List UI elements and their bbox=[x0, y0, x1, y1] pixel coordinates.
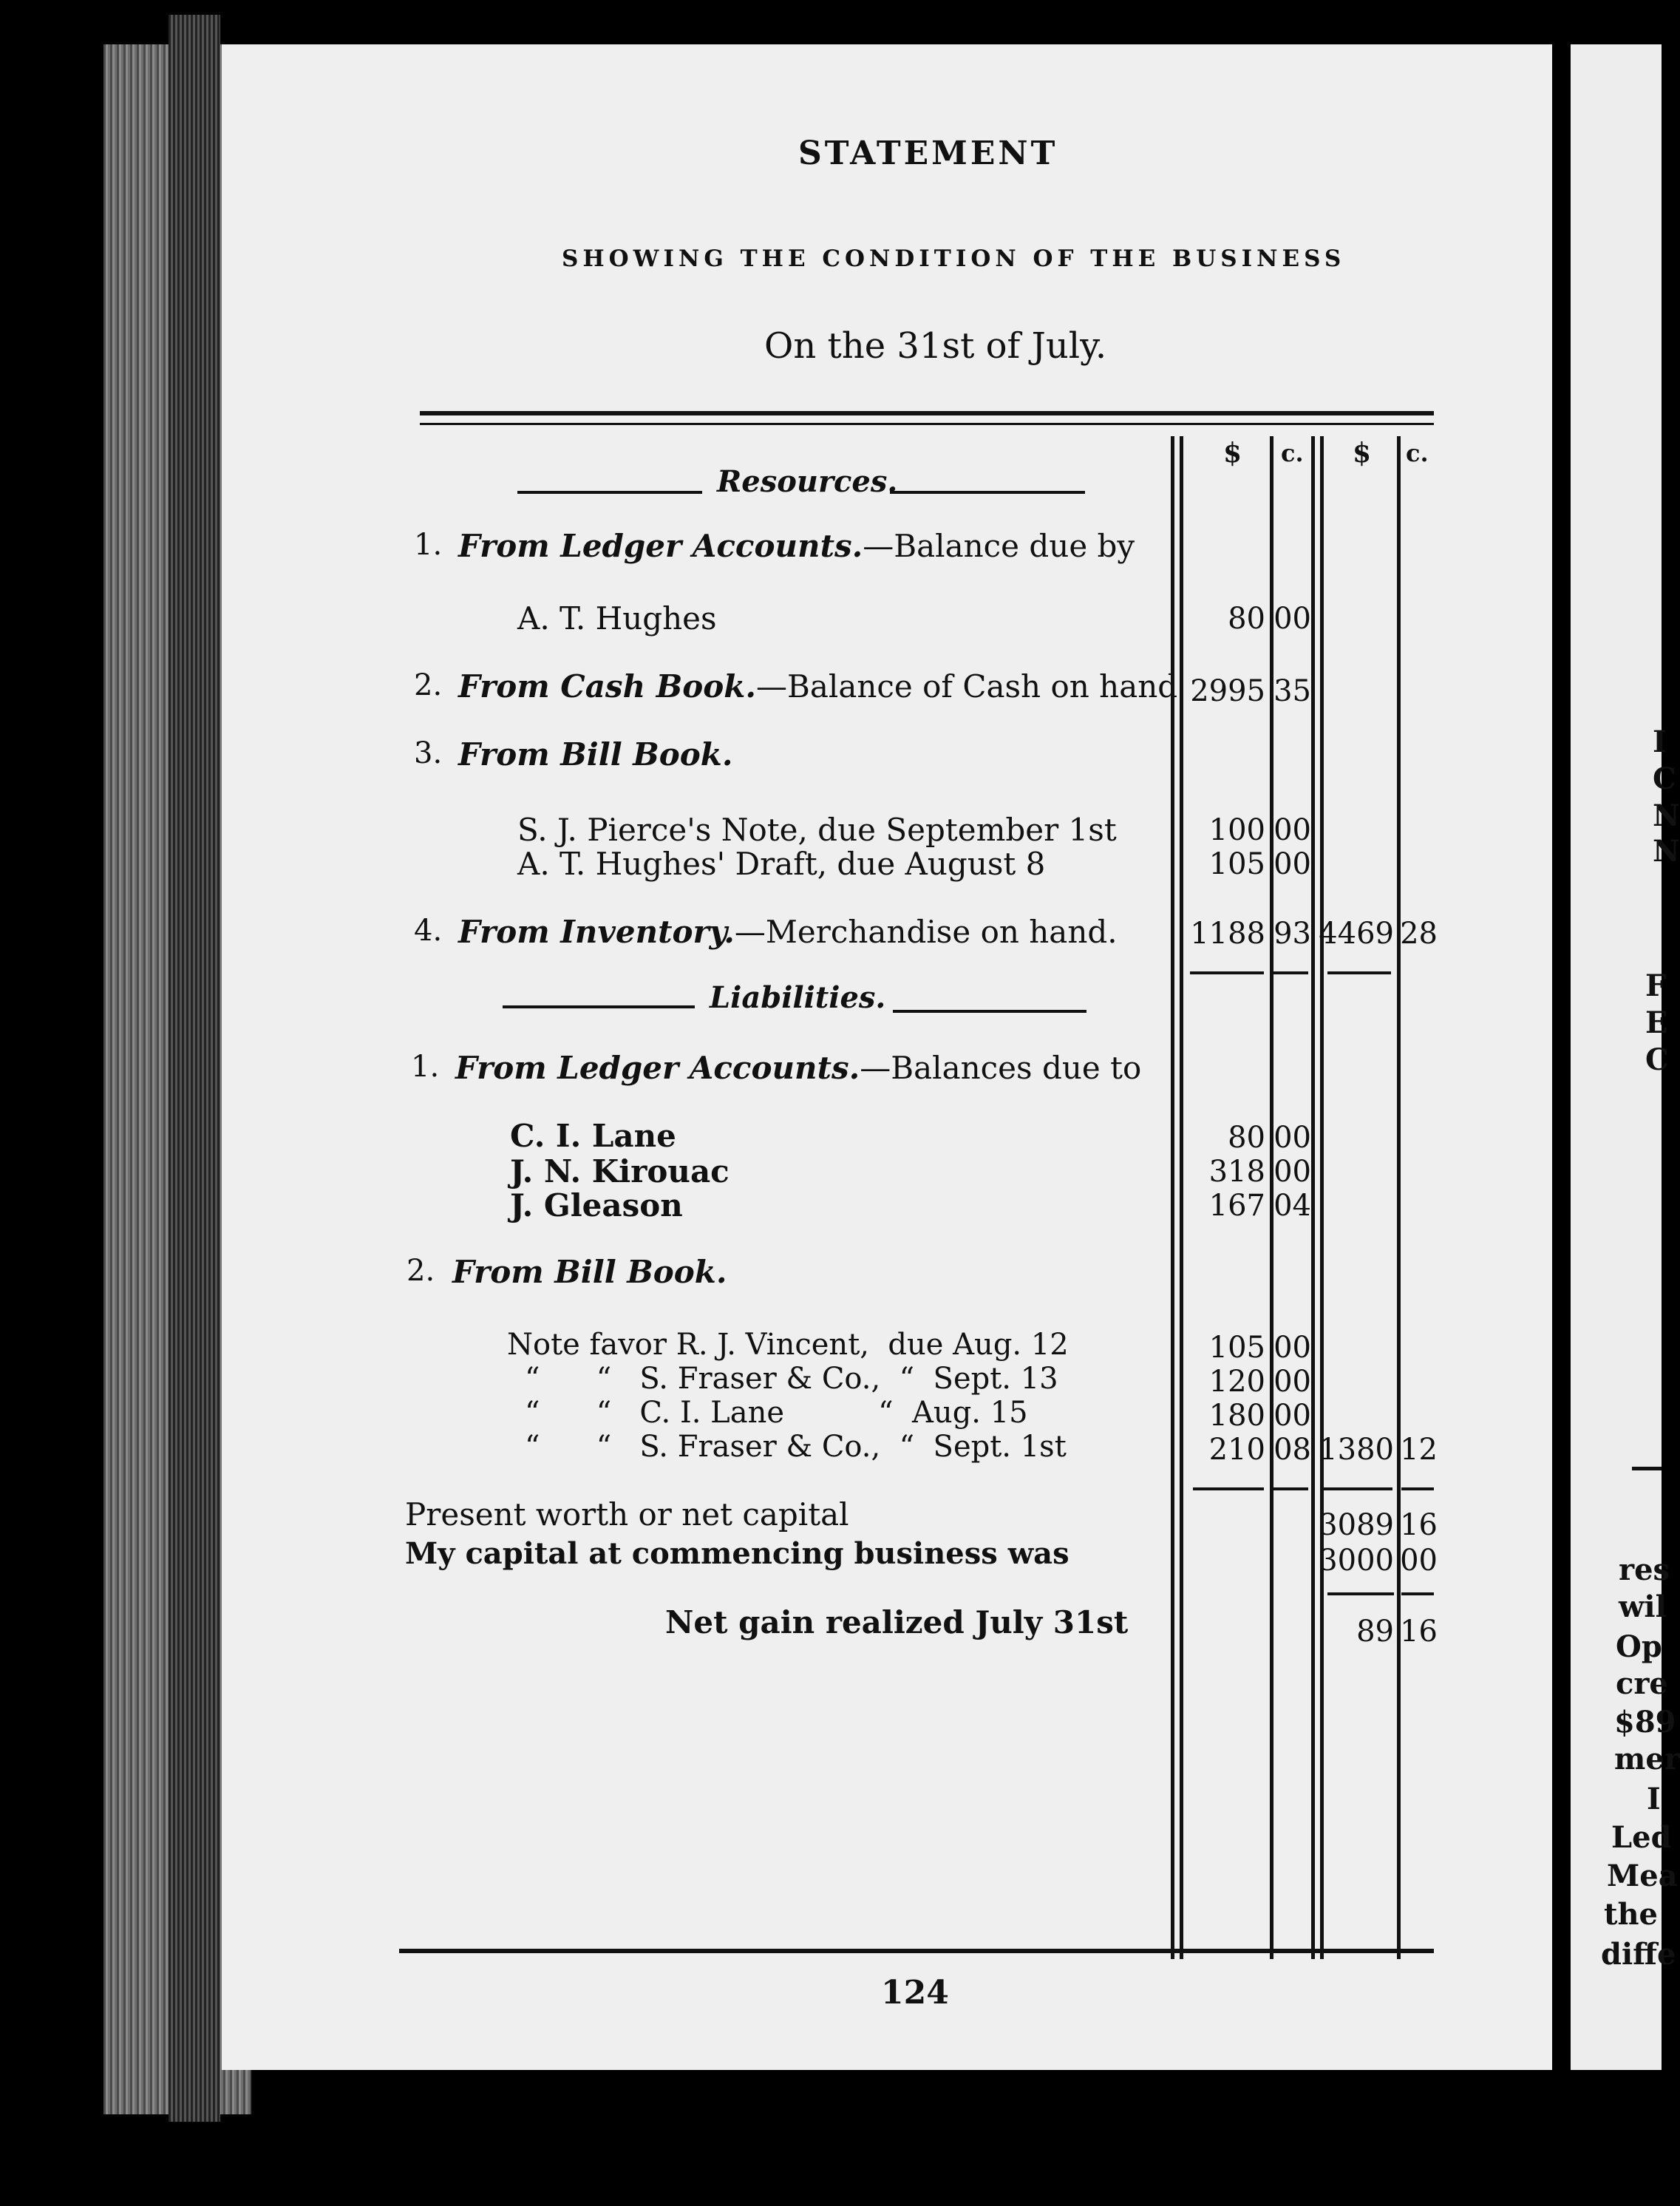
bottom-rule bbox=[399, 1949, 1434, 1953]
liab-note3-d: 180 bbox=[1208, 1399, 1265, 1433]
liab-note3-c: 00 bbox=[1273, 1399, 1311, 1433]
frag-10: cre bbox=[1616, 1666, 1668, 1701]
gain-rule-1 bbox=[1327, 1592, 1394, 1595]
gain-label: Net gain realized July 31st bbox=[665, 1604, 1129, 1640]
liab-2-italic: From Bill Book. bbox=[452, 1254, 727, 1290]
liab-note2-label: “ “ S. Fraser & Co., “ Sept. 13 bbox=[525, 1362, 1058, 1396]
res-1-rest: —Balance due by bbox=[863, 528, 1135, 564]
statement-date: On the 31st of July. bbox=[764, 325, 1107, 367]
res-hughes-c: 00 bbox=[1273, 602, 1311, 636]
liab-kirouac-c: 00 bbox=[1273, 1155, 1311, 1189]
frag-2: N bbox=[1653, 798, 1680, 833]
frag-8: wil bbox=[1619, 1589, 1667, 1624]
col-head-dollar-1: $ bbox=[1223, 438, 1242, 469]
res-draft-label: A. T. Hughes' Draft, due August 8 bbox=[517, 846, 1046, 882]
liab-2-label bbox=[452, 1254, 727, 1290]
resources-rule-right bbox=[890, 491, 1085, 494]
frag-11: $89 bbox=[1614, 1705, 1676, 1740]
res-2-label bbox=[458, 668, 1177, 705]
liab-total-d: 1380 bbox=[1319, 1433, 1394, 1467]
capital-c: 00 bbox=[1400, 1544, 1438, 1578]
res-sum-rule-2 bbox=[1273, 971, 1308, 974]
col-line-4 bbox=[1311, 436, 1315, 1959]
col-line-1 bbox=[1171, 436, 1174, 1959]
liab-lane-label: C. I. Lane bbox=[510, 1118, 676, 1154]
liab-sum-rule-2 bbox=[1273, 1487, 1308, 1490]
frag-4: F bbox=[1645, 968, 1667, 1003]
frag-13: I bbox=[1647, 1782, 1661, 1816]
liab-sum-rule-1 bbox=[1193, 1487, 1264, 1490]
res-total-c: 28 bbox=[1400, 917, 1438, 951]
res-2-num: 2. bbox=[414, 668, 443, 702]
liab-gleason-d: 167 bbox=[1208, 1189, 1265, 1223]
col-head-cents-2: c. bbox=[1406, 439, 1429, 467]
liab-1-italic: From Ledger Accounts. bbox=[455, 1050, 860, 1086]
res-inv-d: 1188 bbox=[1190, 917, 1265, 951]
gain-c: 16 bbox=[1400, 1615, 1438, 1649]
capital-d: 3000 bbox=[1319, 1544, 1394, 1578]
res-inv-c: 93 bbox=[1273, 917, 1311, 951]
liab-total-c: 12 bbox=[1400, 1433, 1438, 1467]
res-4-italic: From Inventory. bbox=[458, 914, 735, 950]
frag-1: C bbox=[1653, 761, 1676, 796]
col-head-cents-1: c. bbox=[1281, 439, 1304, 467]
res-1-italic: From Ledger Accounts. bbox=[458, 528, 863, 564]
present-worth-label: Present worth or net capital bbox=[405, 1496, 849, 1533]
liab-2-num: 2. bbox=[407, 1254, 435, 1288]
res-pierce-label: S. J. Pierce's Note, due September 1st bbox=[517, 812, 1117, 848]
statement-subtitle: SHOWING THE CONDITION OF THE BUSINESS bbox=[562, 245, 1346, 272]
frag-3: N bbox=[1653, 834, 1680, 869]
res-3-num: 3. bbox=[414, 736, 443, 770]
liab-note4-c: 08 bbox=[1273, 1433, 1311, 1467]
gain-d: 89 bbox=[1356, 1615, 1394, 1649]
liab-gleason-label: J. Gleason bbox=[510, 1187, 683, 1224]
gain-rule-2 bbox=[1401, 1592, 1434, 1595]
liab-lane-c: 00 bbox=[1273, 1121, 1311, 1155]
page-stack-shadow bbox=[169, 15, 220, 2122]
liab-note1-d: 105 bbox=[1208, 1331, 1265, 1365]
liab-note3-label: “ “ C. I. Lane “ Aug. 15 bbox=[525, 1396, 1028, 1430]
present-worth-c: 16 bbox=[1400, 1508, 1438, 1542]
res-2-italic: From Cash Book. bbox=[458, 668, 756, 705]
res-1-label bbox=[458, 528, 1135, 564]
frag-5: E bbox=[1645, 1005, 1668, 1040]
liab-note2-c: 00 bbox=[1273, 1365, 1311, 1399]
liab-note2-d: 120 bbox=[1208, 1365, 1265, 1399]
frag-6: C bbox=[1645, 1042, 1669, 1077]
frag-rule bbox=[1632, 1467, 1662, 1470]
top-rule bbox=[420, 411, 1434, 415]
frag-14: Led bbox=[1611, 1820, 1672, 1855]
frag-12: mer bbox=[1614, 1742, 1680, 1776]
res-sum-rule-3 bbox=[1327, 971, 1391, 974]
res-2-rest: —Balance of Cash on hand bbox=[755, 668, 1178, 705]
liab-1-label bbox=[455, 1050, 1141, 1086]
res-cash-c: 35 bbox=[1273, 674, 1311, 708]
present-worth-d: 3089 bbox=[1319, 1508, 1394, 1542]
statement-title: STATEMENT bbox=[798, 135, 1058, 172]
res-3-label bbox=[458, 736, 733, 773]
top-rule-2 bbox=[420, 423, 1434, 425]
resources-rule-left bbox=[517, 491, 702, 494]
res-pierce-c: 00 bbox=[1273, 813, 1311, 847]
liab-kirouac-label: J. N. Kirouac bbox=[510, 1153, 730, 1189]
col-line-5 bbox=[1320, 436, 1324, 1959]
res-3-italic: From Bill Book. bbox=[458, 736, 733, 773]
frag-0: I bbox=[1653, 724, 1667, 759]
res-draft-c: 00 bbox=[1273, 847, 1311, 881]
res-4-rest: —Merchandise on hand. bbox=[734, 914, 1118, 950]
capital-label: My capital at commencing business was bbox=[405, 1536, 1069, 1571]
frag-15: Mea bbox=[1607, 1859, 1678, 1893]
res-hughes-d: 80 bbox=[1228, 602, 1265, 636]
res-draft-d: 105 bbox=[1208, 847, 1265, 881]
liab-note1-label: Note favor R. J. Vincent, due Aug. 12 bbox=[507, 1328, 1069, 1362]
page-number: 124 bbox=[881, 1974, 949, 2012]
frag-9: Op bbox=[1616, 1629, 1662, 1664]
liab-sum-rule-3 bbox=[1323, 1487, 1392, 1490]
col-head-dollar-2: $ bbox=[1353, 438, 1372, 469]
liab-gleason-c: 04 bbox=[1273, 1189, 1311, 1223]
liab-note1-c: 00 bbox=[1273, 1331, 1311, 1365]
liabilities-heading: Liabilities. bbox=[710, 980, 886, 1015]
res-pierce-d: 100 bbox=[1208, 813, 1265, 847]
res-4-num: 4. bbox=[414, 914, 443, 948]
liab-1-num: 1. bbox=[411, 1050, 440, 1084]
liab-kirouac-d: 318 bbox=[1208, 1155, 1265, 1189]
frag-7: res bbox=[1619, 1552, 1670, 1587]
res-sum-rule-1 bbox=[1190, 971, 1264, 974]
res-hughes-label: A. T. Hughes bbox=[517, 600, 717, 637]
liab-lane-d: 80 bbox=[1228, 1121, 1265, 1155]
liab-rule-right bbox=[893, 1010, 1086, 1013]
frag-16: the bbox=[1604, 1897, 1659, 1932]
liab-1-rest: —Balances due to bbox=[860, 1050, 1142, 1086]
resources-heading: Resources. bbox=[717, 464, 898, 499]
liab-rule-left bbox=[503, 1005, 695, 1008]
res-1-num: 1. bbox=[414, 528, 443, 562]
res-cash-d: 2995 bbox=[1190, 674, 1265, 708]
liab-note4-d: 210 bbox=[1208, 1433, 1265, 1467]
liab-note4-label: “ “ S. Fraser & Co., “ Sept. 1st bbox=[525, 1430, 1067, 1464]
col-line-6 bbox=[1397, 436, 1401, 1959]
res-4-label bbox=[458, 914, 1118, 950]
liab-sum-rule-4 bbox=[1401, 1487, 1434, 1490]
res-total-d: 4469 bbox=[1319, 917, 1394, 951]
frag-17: diffe bbox=[1601, 1937, 1676, 1972]
